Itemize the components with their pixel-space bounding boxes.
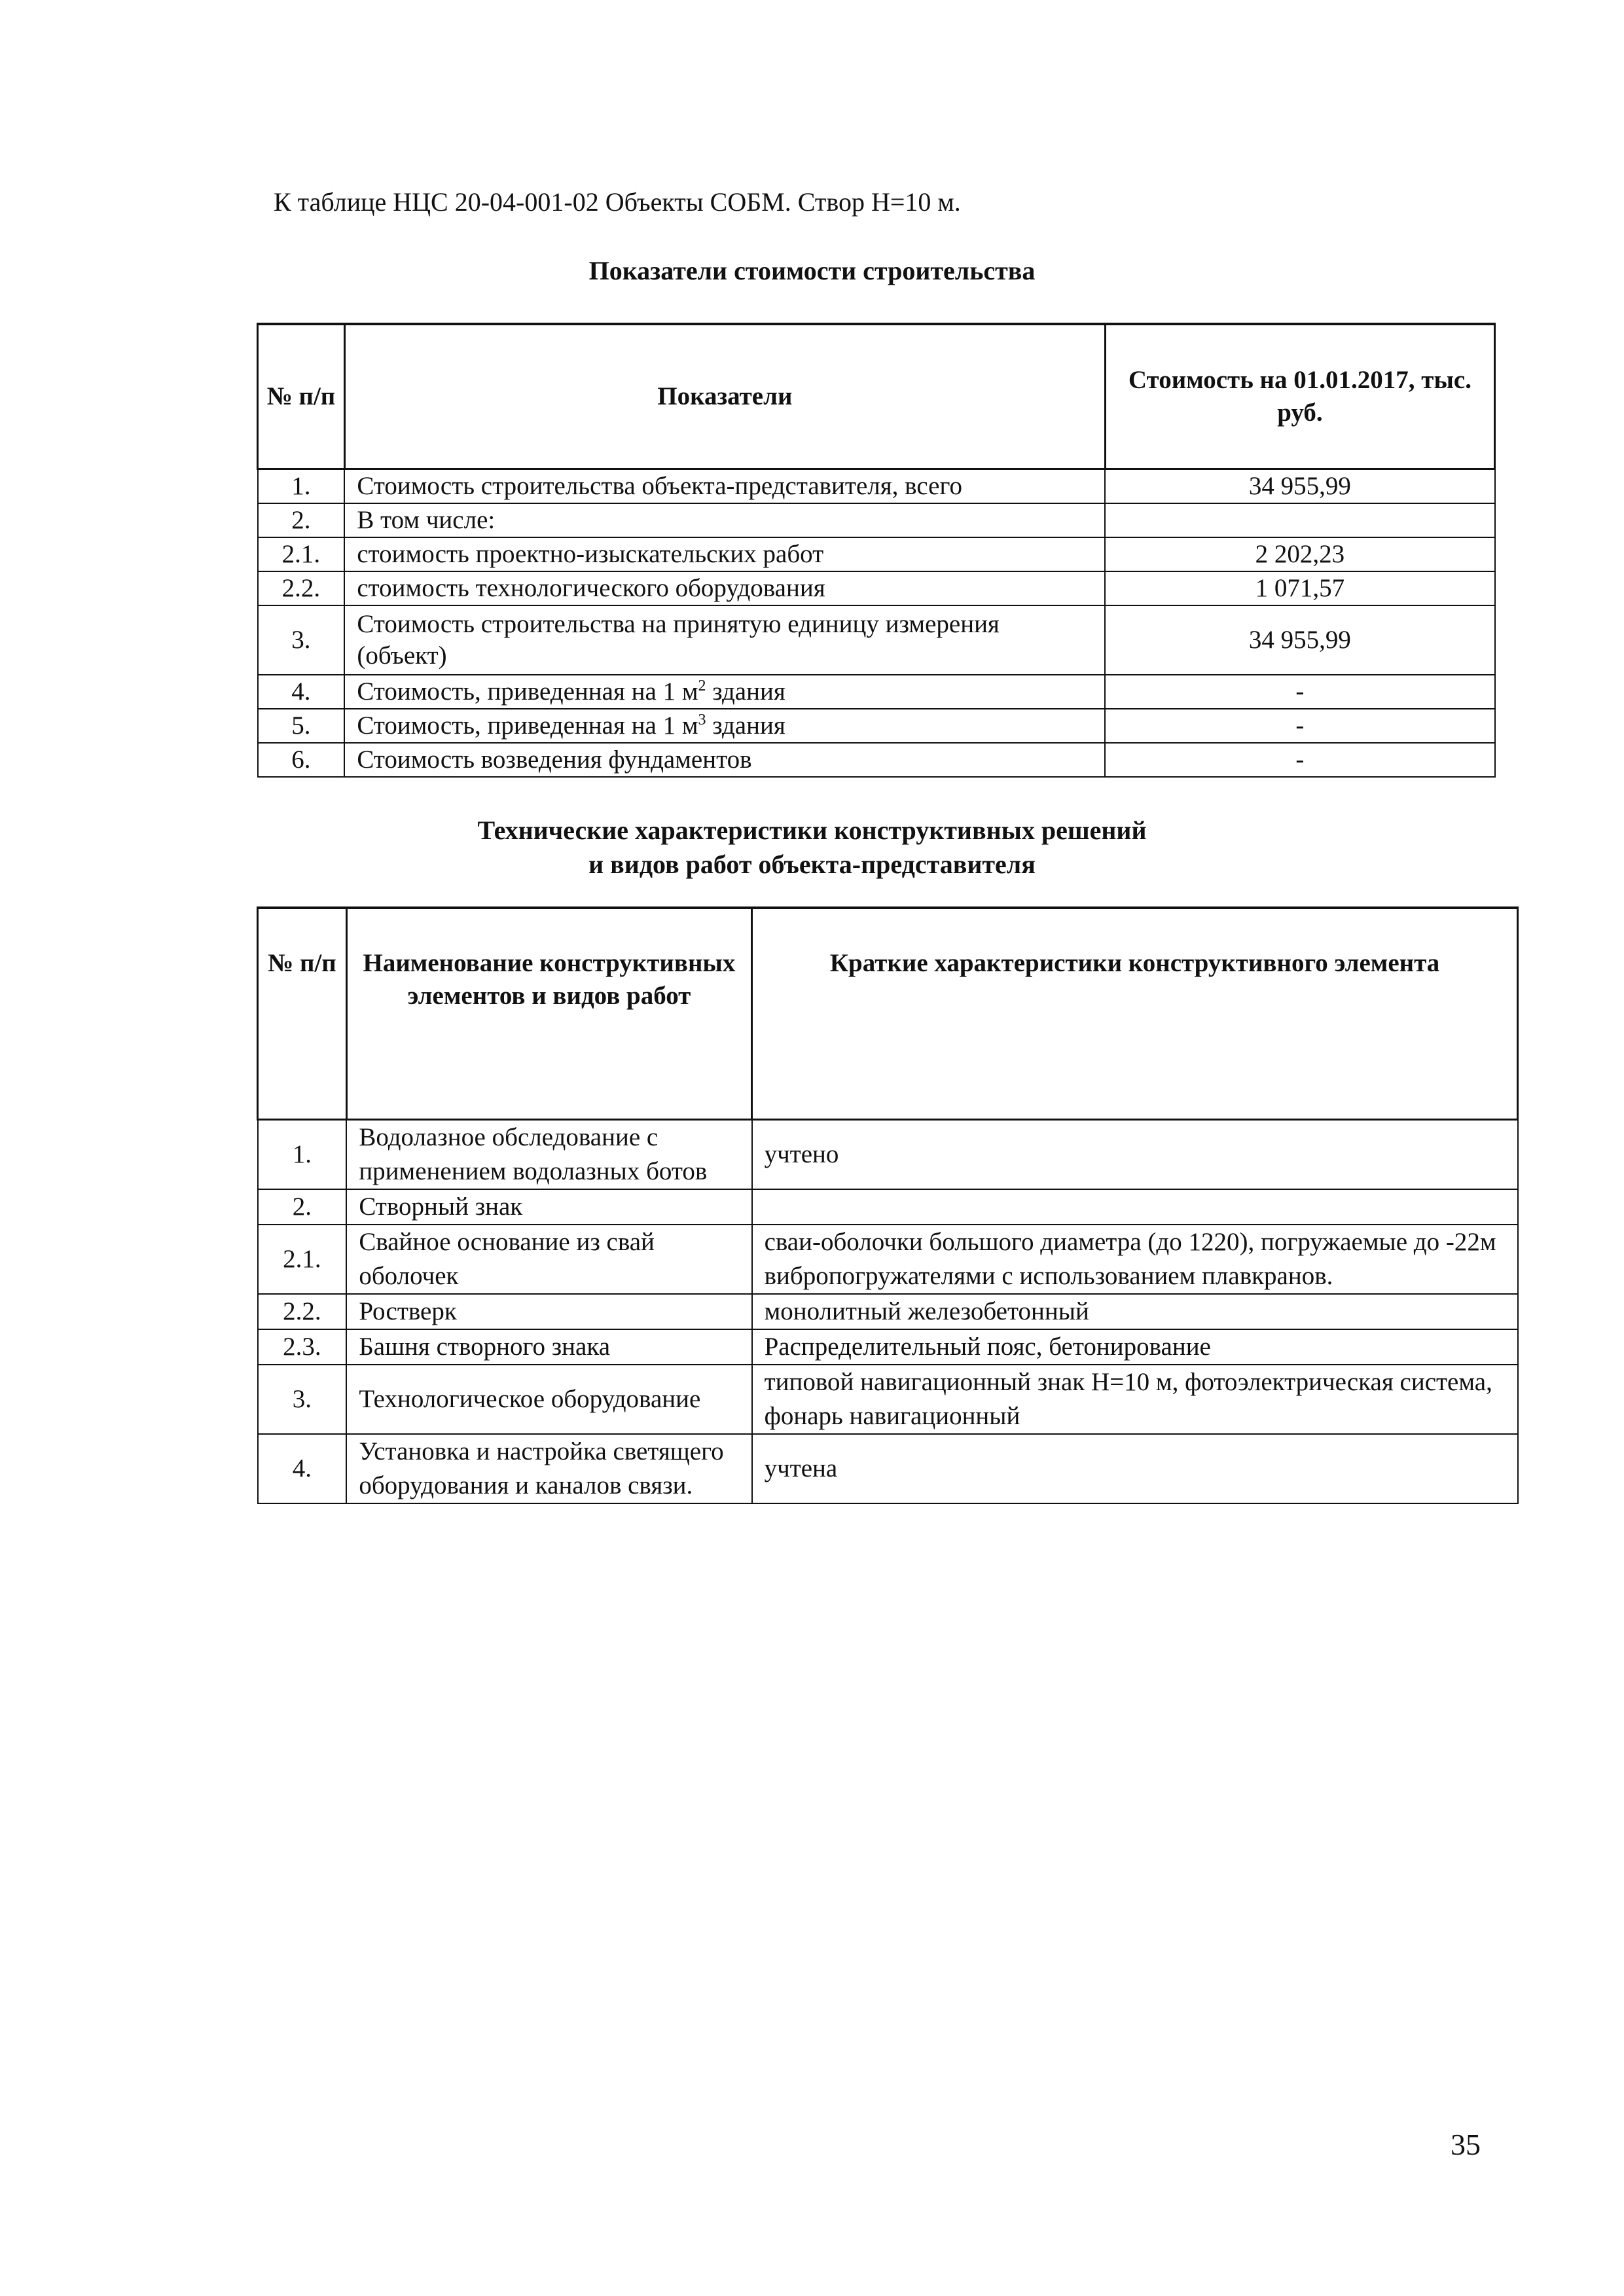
row-num: 2.3. (258, 1329, 347, 1365)
row-num: 2. (258, 1189, 347, 1225)
row-indicator: Стоимость строительства на принятую единицу измерения (объект) (344, 605, 1105, 675)
tech-title-line2: и видов работ объекта-представителя (588, 850, 1036, 879)
row-desc: Распределительный пояс, бетонирование (752, 1329, 1518, 1365)
table-row (258, 1329, 1518, 1365)
row-num: 2.2. (258, 1294, 347, 1329)
table-row (258, 503, 1495, 537)
unit-exponent: 3 (698, 711, 706, 728)
table-row (258, 1189, 1518, 1225)
row-name: Установка и настройка светящего оборудования и каналов связи. (346, 1434, 751, 1503)
row-indicator: Стоимость строительства объекта-представителя, всего (344, 469, 1105, 504)
table-row (258, 537, 1495, 571)
row-name: Створный знак (346, 1189, 751, 1225)
table-row (258, 1434, 1518, 1503)
row-desc (752, 1189, 1518, 1225)
tech-title-line1: Технические характеристики конструктивных решений (477, 816, 1147, 845)
row-desc: сваи-оболочки большого диаметра (до 1220), погружаемые до -22м вибропогружателями с использованием плавкранов. (752, 1225, 1518, 1294)
row-name: Свайное основание из свай оболочек (346, 1225, 751, 1294)
table-row (258, 469, 1495, 504)
row-num: 1. (258, 1120, 347, 1190)
row-indicator: Стоимость возведения фундаментов (344, 743, 1105, 777)
row-name: Башня створного знака (346, 1329, 751, 1365)
row-num: 2.2. (258, 571, 345, 605)
header-num: № п/п (258, 324, 345, 469)
indicator-text-end: здания (706, 677, 785, 706)
table-row (258, 1120, 1518, 1190)
page-number: 35 (1451, 2128, 1481, 2161)
row-num: 5. (258, 709, 345, 743)
row-indicator: В том числе: (344, 503, 1105, 537)
row-indicator: стоимость технологического оборудования (344, 571, 1105, 605)
row-indicator: стоимость проектно-изыскательских работ (344, 537, 1105, 571)
indicator-text-end: здания (706, 711, 785, 740)
table-row (258, 1365, 1518, 1434)
row-num: 6. (258, 743, 345, 777)
tech-table (257, 906, 1519, 1504)
table-row (258, 1225, 1518, 1294)
table-row (258, 709, 1495, 743)
row-value (1105, 503, 1494, 537)
row-num: 2. (258, 503, 345, 537)
costs-table (257, 323, 1496, 778)
costs-table-title: Показатели стоимости строительства (588, 256, 1036, 285)
header-num: № п/п (258, 908, 347, 1120)
table-row (258, 743, 1495, 777)
indicator-text: Стоимость, приведенная на 1 м (357, 711, 698, 740)
row-desc: учтено (752, 1120, 1518, 1190)
costs-header-row (258, 324, 1495, 469)
header-indicator: Показатели (344, 324, 1105, 469)
table-row (258, 1294, 1518, 1329)
row-num: 3. (258, 605, 345, 675)
unit-exponent: 2 (698, 677, 706, 694)
row-num: 1. (258, 469, 345, 504)
row-value: 2 202,23 (1105, 537, 1494, 571)
row-name: Ростверк (346, 1294, 751, 1329)
row-num: 3. (258, 1365, 347, 1434)
row-value: 34 955,99 (1105, 469, 1494, 504)
row-indicator (344, 675, 1105, 709)
row-name: Технологическое оборудование (346, 1365, 751, 1434)
row-desc: учтена (752, 1434, 1518, 1503)
intro-text: К таблице НЦС 20-04-001-02 Объекты СОБМ. Створ Н=10 м. (274, 187, 961, 217)
table-row (258, 675, 1495, 709)
indicator-text: Стоимость, приведенная на 1 м (357, 677, 698, 706)
tech-table-title (0, 814, 1624, 882)
header-name: Наименование конструктивных элементов и видов работ (346, 908, 751, 1120)
row-indicator (344, 709, 1105, 743)
row-value: - (1105, 675, 1494, 709)
table-row (258, 605, 1495, 675)
row-desc: монолитный железобетонный (752, 1294, 1518, 1329)
row-num: 4. (258, 1434, 347, 1503)
row-desc: типовой навигационный знак Н=10 м, фотоэлектрическая система, фонарь навигационный (752, 1365, 1518, 1434)
row-num: 4. (258, 675, 345, 709)
header-desc: Краткие характеристики конструктивного элемента (752, 908, 1518, 1120)
row-value: 1 071,57 (1105, 571, 1494, 605)
table-row (258, 571, 1495, 605)
row-name: Водолазное обследование с применением водолазных ботов (346, 1120, 751, 1190)
row-value: 34 955,99 (1105, 605, 1494, 675)
row-value: - (1105, 709, 1494, 743)
row-num: 2.1. (258, 537, 345, 571)
header-cost: Стоимость на 01.01.2017, тыс. руб. (1105, 324, 1494, 469)
row-num: 2.1. (258, 1225, 347, 1294)
row-value: - (1105, 743, 1494, 777)
tech-header-row (258, 908, 1518, 1120)
